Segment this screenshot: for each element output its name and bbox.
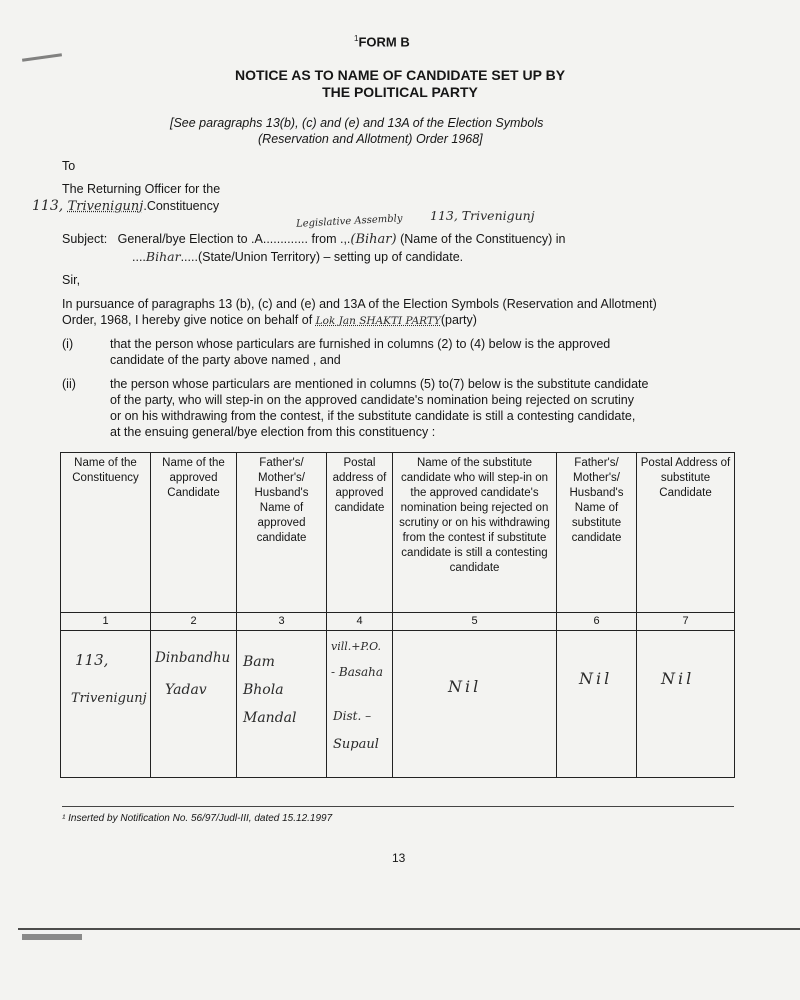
substitute-address: Nil bbox=[661, 669, 695, 688]
column-number: 5 bbox=[393, 613, 557, 631]
subject-line-2: ....Bihar.....(State/Union Territory) – setting up of candidate. bbox=[132, 249, 464, 264]
item-2-line-3: or on his withdrawing from the contest, if the substitute candidate is still a contesting candidate, bbox=[110, 409, 636, 423]
address-line-4: Supaul bbox=[333, 737, 379, 752]
table-row bbox=[61, 631, 735, 778]
header-substitute-candidate: Name of the substitute candidate who will step-in on the approved candidate's nomination being rejected on scrutiny or on his withdrawing from the contest if substitute candidate is still a contesting candidate bbox=[393, 453, 557, 613]
handwritten-election-type: Legislative Assembly bbox=[295, 213, 403, 230]
constituency-line: 113, Trivenigunj.Constituency bbox=[32, 198, 220, 214]
column-number: 1 bbox=[61, 613, 151, 631]
header-constituency: Name of the Constituency bbox=[61, 453, 151, 613]
column-number: 7 bbox=[637, 613, 735, 631]
substitute-relative: Nil bbox=[579, 669, 613, 688]
salutation: Sir, bbox=[62, 273, 81, 287]
constituency-name: Trivenigunj bbox=[71, 691, 147, 706]
cell-approved-candidate bbox=[151, 631, 237, 778]
item-2-line-2: of the party, who will step-in on the approved candidate's nomination being rejected on scrutiny bbox=[110, 393, 634, 407]
header-substitute-address: Postal Address of substitute Candidate bbox=[637, 453, 735, 613]
cell-substitute-address bbox=[637, 631, 735, 778]
item-1-line-1: that the person whose particulars are furnished in columns (2) to (4) below is the approved bbox=[110, 337, 611, 351]
subject-line: Subject: General/bye Election to .A............. from .,.(Bihar) (Name of the Constituency) in bbox=[62, 232, 566, 247]
candidate-last-name: Yadav bbox=[165, 682, 207, 698]
handwritten-constituency: 113, Trivenigunj bbox=[430, 208, 535, 223]
subtitle-line-2: (Reservation and Allotment) Order 1968] bbox=[258, 132, 483, 146]
to-label: To bbox=[62, 159, 76, 173]
title-line-1: NOTICE AS TO NAME OF CANDIDATE SET UP BY bbox=[234, 67, 566, 83]
constituency-number: 113, bbox=[75, 651, 109, 669]
relative-line-3: Mandal bbox=[243, 710, 297, 726]
item-2-line-4: at the ensuing general/bye election from this constituency : bbox=[110, 425, 436, 439]
cell-approved-relative bbox=[237, 631, 327, 778]
page-number: 13 bbox=[392, 851, 406, 865]
candidate-table bbox=[60, 452, 735, 778]
relative-line-2: Bhola bbox=[243, 682, 284, 698]
item-1-line-2: candidate of the party above named , and bbox=[110, 353, 341, 367]
footnote-divider bbox=[62, 806, 734, 807]
column-number: 4 bbox=[327, 613, 393, 631]
address-line-3: Dist. – bbox=[333, 709, 372, 723]
item-1-marker: (i) bbox=[62, 337, 74, 351]
cell-substitute-candidate bbox=[393, 631, 557, 778]
subtitle-line-1: [See paragraphs 13(b), (c) and (e) and 13A of the Election Symbols bbox=[170, 116, 544, 130]
column-number: 3 bbox=[237, 613, 327, 631]
scan-edge-bottom bbox=[18, 928, 800, 930]
para-line-2: Order, 1968, I hereby give notice on behalf of Lok Jan SHAKTI PARTY(party) bbox=[62, 313, 477, 327]
candidate-first-name: Dinbandhu bbox=[155, 650, 231, 666]
title-line-2: THE POLITICAL PARTY bbox=[322, 84, 478, 100]
header-substitute-relative: Father's/ Mother's/ Husband's Name of substitute candidate bbox=[557, 453, 637, 613]
column-number-row bbox=[61, 613, 735, 631]
footnote: ¹ Inserted by Notification No. 56/97/Judl-III, dated 15.12.1997 bbox=[62, 813, 333, 824]
column-number: 2 bbox=[151, 613, 237, 631]
header-approved-candidate: Name of the approved Candidate bbox=[151, 453, 237, 613]
scan-mark-top bbox=[22, 53, 62, 62]
cell-constituency bbox=[61, 631, 151, 778]
item-2-line-1: the person whose particulars are mentioned in columns (5) to(7) below is the substitute candidate bbox=[110, 377, 649, 391]
address-line-2: - Basaha bbox=[331, 665, 384, 679]
scan-smudge-bottom bbox=[22, 934, 82, 940]
column-number: 6 bbox=[557, 613, 637, 631]
returning-officer-line: The Returning Officer for the bbox=[62, 182, 221, 196]
address-line-1: vill.+P.O. bbox=[331, 640, 382, 653]
item-2-marker: (ii) bbox=[62, 377, 76, 391]
cell-approved-address bbox=[327, 631, 393, 778]
substitute-name: Nil bbox=[448, 677, 482, 696]
form-label: $^1$FORM B bbox=[354, 34, 410, 50]
cell-substitute-relative bbox=[557, 631, 637, 778]
relative-line-1: Bam bbox=[243, 654, 275, 670]
para-line-1: In pursuance of paragraphs 13 (b), (c) and (e) and 13A of the Election Symbols (Reservation and Allotment) bbox=[62, 297, 657, 311]
header-approved-address: Postal address of approved candidate bbox=[327, 453, 393, 613]
header-approved-relative: Father's/ Mother's/ Husband's Name of approved candidate bbox=[237, 453, 327, 613]
table-header-row bbox=[61, 453, 735, 613]
